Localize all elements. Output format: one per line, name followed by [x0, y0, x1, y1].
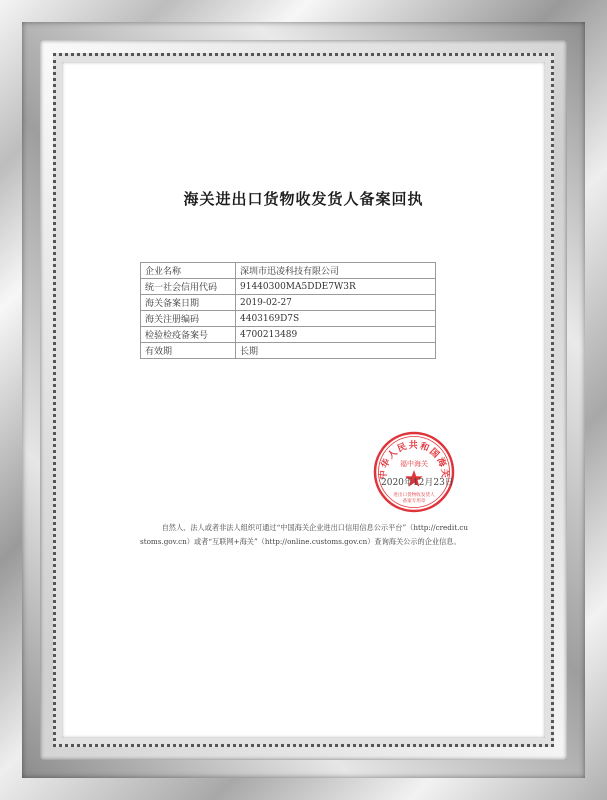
- seal-top-text: 中华人民共和国海关: [378, 441, 450, 480]
- customs-seal-icon: [372, 430, 456, 514]
- field-label: 有效期: [141, 343, 236, 359]
- field-value: 深圳市迅凌科技有限公司: [236, 263, 436, 279]
- registration-info-table: [140, 262, 436, 359]
- document-title: 海关进出口货物收发货人备案回执: [183, 190, 424, 208]
- seal-bottom-line1: 进出口货物收发货人: [393, 493, 435, 498]
- field-value: 91440300MA5DDE7W3R: [236, 279, 436, 295]
- public-notice: 自然人、法人或者非法人组织可通过“中国海关企业进出口信用信息公示平台”（http://credit.customs.gov.cn）或者“互联网+海关”（http://online.customs.gov.cn）查询海关公示的企业信息。: [140, 523, 469, 546]
- field-label: 海关备案日期: [141, 295, 236, 311]
- field-label: 海关注册编码: [141, 311, 236, 327]
- certificate-paper: [62, 62, 545, 738]
- field-value: 长期: [236, 343, 436, 359]
- table-row: [141, 311, 436, 327]
- field-label: 检验检疫备案号: [141, 327, 236, 343]
- seal-bottom-line2: 备案专用章: [402, 499, 426, 504]
- seal-middle-text: 福中海关: [400, 460, 428, 468]
- table-row: [141, 263, 436, 279]
- field-value: 4403169D7S: [236, 311, 436, 327]
- field-value: 4700213489: [236, 327, 436, 343]
- field-value: 2019-02-27: [236, 295, 436, 311]
- table-row: [141, 327, 436, 343]
- field-label: 企业名称: [141, 263, 236, 279]
- field-label: 统一社会信用代码: [141, 279, 236, 295]
- table-row: [141, 343, 436, 359]
- table-row: [141, 279, 436, 295]
- stamp-date: 2020年12月23日: [381, 478, 454, 488]
- table-row: [141, 295, 436, 311]
